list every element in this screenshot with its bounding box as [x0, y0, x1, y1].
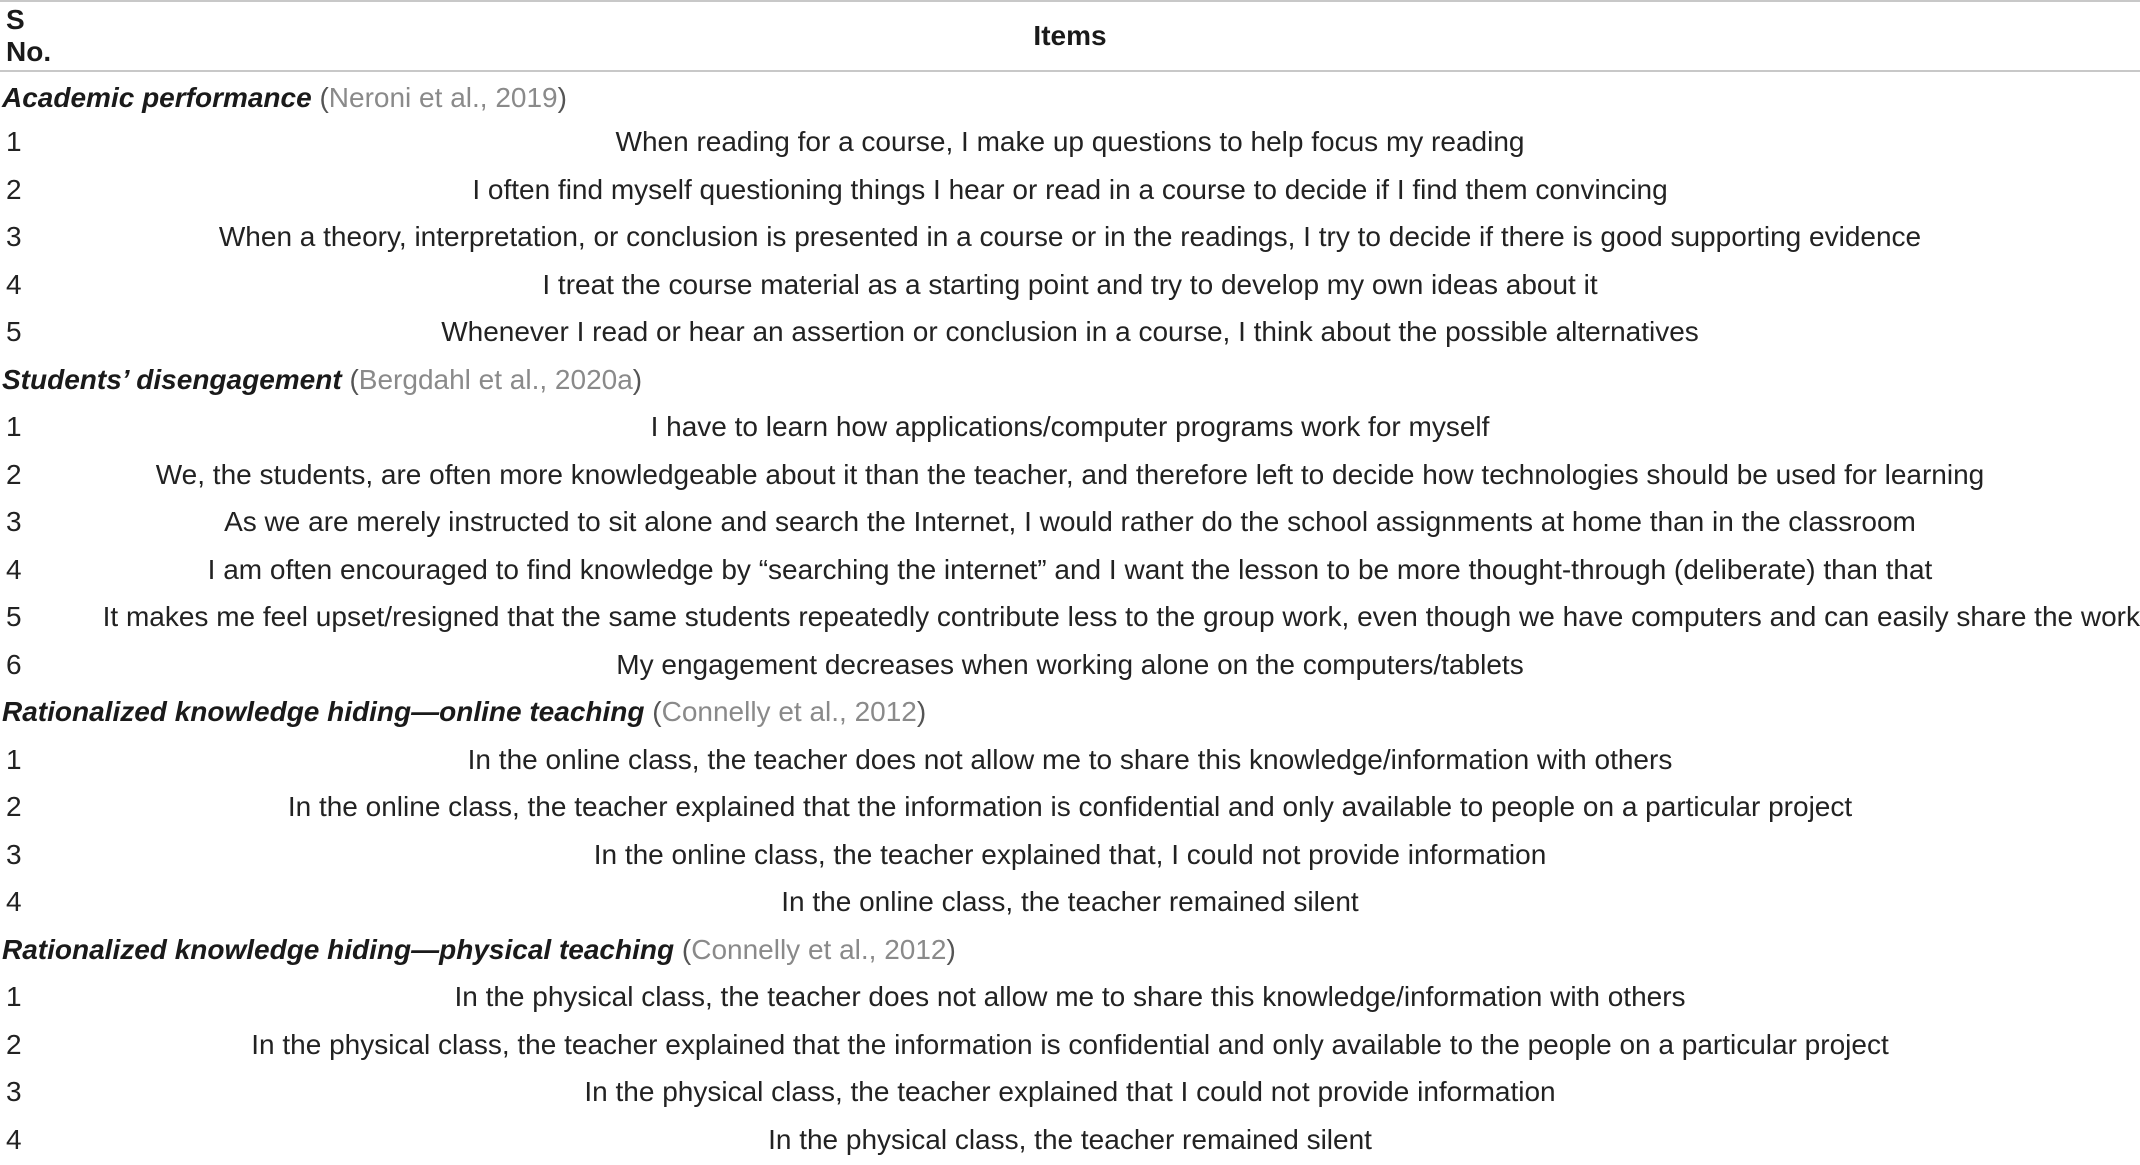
section-row-academic-performance — [0, 71, 2140, 119]
row-item-text: In the physical class, the teacher explained that I could not provide information — [584, 1076, 1556, 1108]
header-items: Items — [70, 1, 2140, 71]
section-title: Academic performance — [2, 82, 312, 114]
header-row — [0, 1, 2140, 71]
row-item-text: In the physical class, the teacher does not allow me to share this knowledge/information with others — [454, 981, 1686, 1013]
table-row — [0, 1069, 2140, 1117]
row-item-text: I treat the course material as a starting point and try to develop my own ideas about it — [542, 268, 1598, 300]
section-citation — [652, 696, 926, 727]
row-number: 4 — [6, 1123, 22, 1155]
row-number: 2 — [6, 458, 22, 490]
table-row — [0, 974, 2140, 1022]
citation-close-paren: ) — [916, 696, 927, 728]
row-number: 1 — [6, 411, 22, 443]
row-number: 3 — [6, 221, 22, 253]
section-row-knowledge-hiding-online — [0, 689, 2140, 737]
row-number: 2 — [6, 791, 22, 823]
row-item-text: I am often encouraged to find knowledge by “searching the internet” and I want the lesson to be more thought-through (deliberate) than that — [207, 553, 1933, 585]
citation-open-paren: ( — [681, 933, 692, 965]
table-row — [0, 641, 2140, 689]
row-number: 4 — [6, 268, 22, 300]
section-title: Rationalized knowledge hiding—physical teaching — [2, 933, 675, 965]
table-row — [0, 214, 2140, 262]
row-number: 1 — [6, 981, 22, 1013]
row-item-text: It makes me feel upset/resigned that the same students repeatedly contribute less to the group work, even though we have computers and can easily share the work — [102, 601, 2140, 633]
section-heading — [0, 689, 2140, 737]
row-item-text: Whenever I read or hear an assertion or conclusion in a course, I think about the possible alternatives — [441, 316, 1699, 348]
row-item-text: In the online class, the teacher explained that, I could not provide information — [593, 838, 1547, 870]
row-number: 3 — [6, 506, 22, 538]
table-row — [0, 1021, 2140, 1069]
row-item-text: In the online class, the teacher remained silent — [781, 886, 1359, 918]
row-number: 4 — [6, 553, 22, 585]
citation-close-paren: ) — [632, 363, 643, 395]
section-row-students-disengagement — [0, 356, 2140, 404]
row-number: 1 — [6, 743, 22, 775]
table-row — [0, 404, 2140, 452]
table-row — [0, 736, 2140, 784]
table-row — [0, 1116, 2140, 1164]
citation-open-paren: ( — [319, 82, 329, 114]
section-citation — [682, 934, 956, 965]
row-item-text: In the online class, the teacher does not allow me to share this knowledge/information with others — [467, 743, 1673, 775]
header-s-no: S No. — [0, 1, 70, 71]
row-number: 3 — [6, 1076, 22, 1108]
table-body — [0, 71, 2140, 1164]
table-row — [0, 831, 2140, 879]
citation-close-paren: ) — [946, 933, 956, 965]
table-row — [0, 546, 2140, 594]
row-number: 4 — [6, 886, 22, 918]
row-item-text: I often find myself questioning things I hear or read in a course to decide if I find them convincing — [472, 173, 1668, 205]
section-heading — [0, 71, 2140, 119]
section-citation — [349, 364, 642, 395]
section-title: Students’ disengagement — [2, 363, 342, 395]
row-item-text: I have to learn how applications/computer programs work for myself — [650, 411, 1490, 443]
citation-close-paren: ) — [557, 82, 567, 114]
row-number: 3 — [6, 838, 22, 870]
row-item-text: My engagement decreases when working alone on the computers/tablets — [616, 648, 1524, 680]
row-item-text: When reading for a course, I make up questions to help focus my reading — [615, 126, 1525, 158]
row-item-text: When a theory, interpretation, or conclusion is presented in a course or in the readings, I try to decide if there is good supporting evidence — [218, 221, 1922, 253]
row-item-text: We, the students, are often more knowledgeable about it than the teacher, and therefore left to decide how technologies should be used for learning — [155, 458, 1985, 490]
table-header — [0, 1, 2140, 71]
section-citation — [319, 82, 566, 113]
table-row — [0, 594, 2140, 642]
section-heading — [0, 356, 2140, 404]
row-number: 1 — [6, 126, 22, 158]
table-row — [0, 166, 2140, 214]
row-item-text: In the online class, the teacher explained that the information is confidential and only available to people on a particular project — [287, 791, 1853, 823]
citation-link[interactable]: Neroni et al., 2019 — [328, 82, 558, 114]
table-row — [0, 499, 2140, 547]
row-item-text: In the physical class, the teacher explained that the information is confidential and only available to the people on a particular project — [251, 1028, 1889, 1060]
section-row-knowledge-hiding-physical — [0, 926, 2140, 974]
row-number: 2 — [6, 1028, 22, 1060]
table-row — [0, 261, 2140, 309]
table-row — [0, 309, 2140, 357]
row-number: 2 — [6, 173, 22, 205]
row-number: 6 — [6, 648, 22, 680]
table-row — [0, 119, 2140, 167]
row-item-text: In the physical class, the teacher remained silent — [768, 1123, 1372, 1155]
citation-open-paren: ( — [652, 696, 662, 728]
section-title: Rationalized knowledge hiding—online teaching — [2, 696, 645, 728]
table-row — [0, 451, 2140, 499]
citation-link[interactable]: Connelly et al., 2012 — [691, 933, 947, 965]
section-heading — [0, 926, 2140, 974]
table-row — [0, 784, 2140, 832]
row-item-text: As we are merely instructed to sit alone and search the Internet, I would rather do the school assignments at home than in the classroom — [224, 506, 1916, 538]
citation-link[interactable]: Connelly et al., 2012 — [661, 696, 917, 728]
table-row — [0, 879, 2140, 927]
row-number: 5 — [6, 601, 22, 633]
citation-open-paren: ( — [349, 363, 359, 395]
citation-link[interactable]: Bergdahl et al., 2020a — [358, 363, 633, 395]
row-number: 5 — [6, 316, 22, 348]
